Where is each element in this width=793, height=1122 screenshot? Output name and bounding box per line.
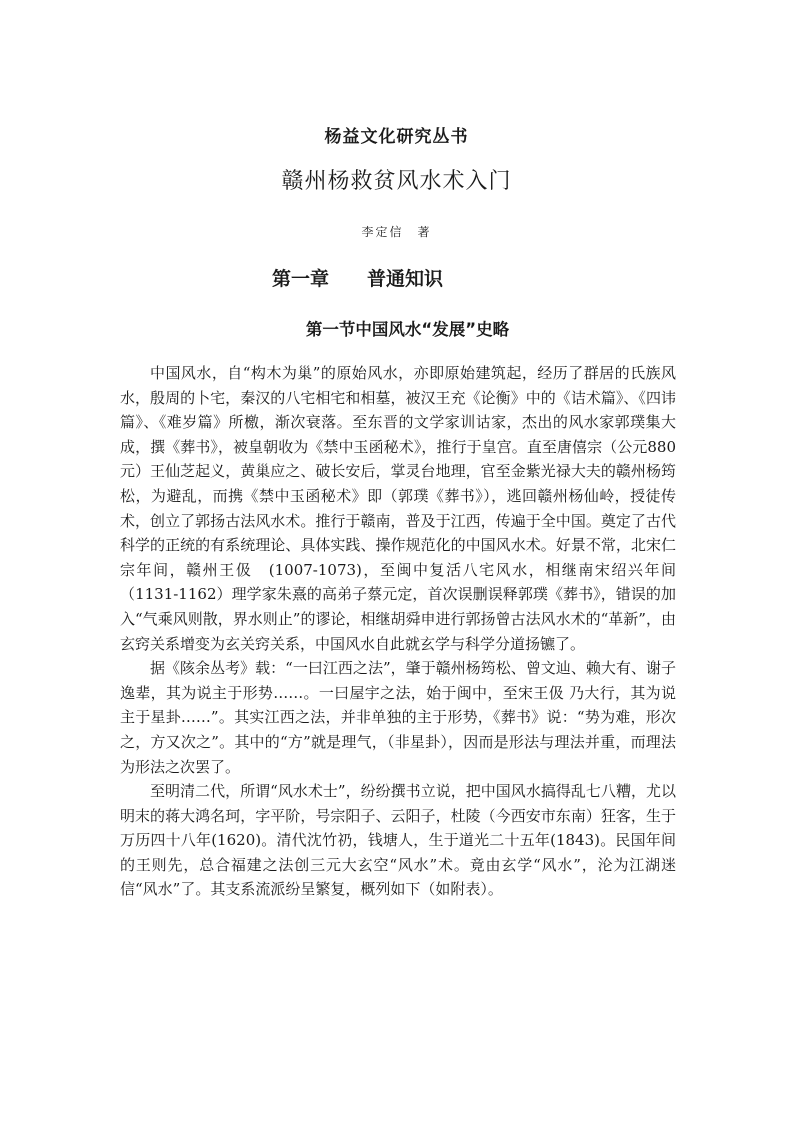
author-line: 李定信 著 (361, 225, 432, 239)
book-series-title: 杨益文化研究丛书 (324, 127, 469, 147)
book-title: 赣州杨救贫风水术入门 (281, 169, 512, 194)
paragraph: 据《陔余丛考》载：“一曰江西之法”，肇于赣州杨筠松、曾文辿、赖大有、谢子逸辈，其为说主于形势……。一曰屋宇之法，始于闽中，至宋王伋 乃大行，其为说主于星卦……”。其实江西之法，并非单独的主于形势，《葬书》说：“势为难，形次之，方又次之”。其中的“方”就是理气，（非星卦），因而是形法与理法并重，而理法为形法之次罢了。 (120, 659, 676, 776)
paragraph: 中国风水，自“构木为巢”的原始风水，亦即原始建筑起，经历了群居的氏族风水，殷周的卜宅，秦汉的八宅相宅和相墓，被汉王充《论衡》中的《诘术篇》、《四讳篇》、《难岁篇》所檄，渐次衰落。至东晋的文学家训诂家，杰出的风水家郭璞集大成，撰《葬书》，被皇朝收为《禁中玉函秘术》，推行于皇宫。直至唐僖宗（公元880元）王仙芝起义，黄巢应之、破长安后，掌灵台地理，官至金紫光禄大夫的赣州杨筠松，为避乱，而携《禁中玉函秘术》即（郭璞《葬书》），逃回赣州杨仙岭，授徒传术，创立了郭扬古法风水术。推行于赣南，普及于江西，传遍于全中国。奠定了古代科学的正统的有系统理论、具体实践、操作规范化的中国风水术。好景不常，北宋仁宗年间，赣州王伋 (1007-1073)，至闽中复活八宅风水，相继南宋绍兴年间（1131-1162）理学家朱熹的高弟子蔡元定，首次误删误释郭璞《葬书》，错误的加入“气乘风则散，界水则止”的谬论，相继胡舜申进行郭扬曾古法风水术的“革新”，由玄窍关系增变为玄关窍关系，中国风水自此就玄学与科学分道扬镳了。 (120, 364, 676, 653)
body-text (120, 361, 676, 902)
paragraph: 至明清二代，所谓“风水术士”，纷纷撰书立说，把中国风水搞得乱七八糟，尤以明末的蒋大鸿名珂，字平阶，号宗阳子、云阳子，杜陵（今西安市东南）狂客，生于万历四十八年(1620)。清代沈竹礽，钱塘人，生于道光二十五年(1843)。民国年间的王则先，总合福建之法创三元大玄空“风水”术。竟由玄学“风水”，沦为江湖迷信“风水”了。其支系流派纷呈繁复，概列如下（如附表）。 (120, 782, 676, 899)
chapter-heading: 第一章 普通知识 (272, 268, 444, 290)
section-heading: 第一节中国风水“发展”史略 (305, 320, 510, 339)
